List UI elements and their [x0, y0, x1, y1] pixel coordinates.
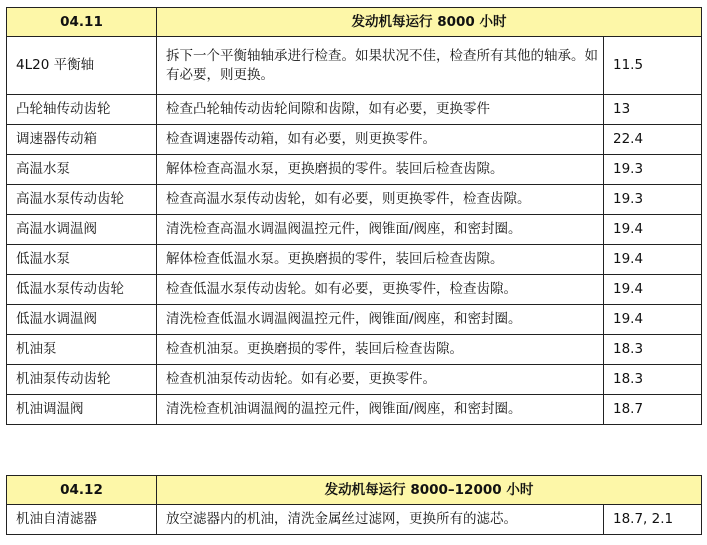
item-cell: 机油泵: [7, 335, 157, 365]
ref-cell: 19.4: [604, 215, 702, 245]
action-cell: 解体检查高温水泵，更换磨损的零件。装回后检查齿隙。: [157, 155, 604, 185]
item-cell: 低温水调温阀: [7, 305, 157, 335]
table-header: [7, 476, 702, 505]
item-cell: 凸轮轴传动齿轮: [7, 95, 157, 125]
ref-cell: 19.4: [604, 275, 702, 305]
ref-cell: 19.3: [604, 185, 702, 215]
action-cell: 放空滤器内的机油，清洗金属丝过滤网，更换所有的滤芯。: [157, 505, 604, 535]
action-cell: 解体检查低温水泵。更换磨损的零件，装回后检查齿隙。: [157, 245, 604, 275]
item-cell: 高温水泵传动齿轮: [7, 185, 157, 215]
section-code: 04.12: [7, 476, 157, 505]
ref-cell: 19.3: [604, 155, 702, 185]
ref-cell: 18.3: [604, 365, 702, 395]
action-cell: 清洗检查低温水调温阀温控元件，阀锥面/阀座，和密封圈。: [157, 305, 604, 335]
ref-cell: 19.4: [604, 245, 702, 275]
action-cell: 检查高温水泵传动齿轮，如有必要，则更换零件，检查齿隙。: [157, 185, 604, 215]
item-cell: 机油泵传动齿轮: [7, 365, 157, 395]
action-cell: 检查调速器传动箱，如有必要，则更换零件。: [157, 125, 604, 155]
ref-cell: 18.7, 2.1: [604, 505, 702, 535]
table-row: [7, 215, 702, 245]
table-row: [7, 275, 702, 305]
table-row: [7, 245, 702, 275]
item-cell: 机油自清滤器: [7, 505, 157, 535]
item-cell: 4L20 平衡轴: [7, 37, 157, 95]
ref-cell: 22.4: [604, 125, 702, 155]
action-cell: 检查机油泵传动齿轮。如有必要，更换零件。: [157, 365, 604, 395]
item-cell: 高温水泵: [7, 155, 157, 185]
table-row: [7, 95, 702, 125]
action-cell: 检查凸轮轴传动齿轮间隙和齿隙，如有必要，更换零件: [157, 95, 604, 125]
action-cell: 拆下一个平衡轴轴承进行检查。如果状况不佳，检查所有其他的轴承。如有必要，则更换。: [157, 37, 604, 95]
table-row: [7, 395, 702, 425]
item-cell: 机油调温阀: [7, 395, 157, 425]
maintenance-table-8000-12000h: [6, 475, 702, 535]
table-row: [7, 335, 702, 365]
action-cell: 清洗检查高温水调温阀温控元件，阀锥面/阀座，和密封圈。: [157, 215, 604, 245]
item-cell: 低温水泵传动齿轮: [7, 275, 157, 305]
item-cell: 高温水调温阀: [7, 215, 157, 245]
table-header: [7, 8, 702, 37]
table-row: [7, 185, 702, 215]
ref-cell: 13: [604, 95, 702, 125]
ref-cell: 18.3: [604, 335, 702, 365]
section-title: 发动机每运行 8000–12000 小时: [157, 476, 702, 505]
table-row: [7, 37, 702, 95]
ref-cell: 11.5: [604, 37, 702, 95]
maintenance-table-8000h: [6, 7, 702, 425]
item-cell: 调速器传动箱: [7, 125, 157, 155]
section-code: 04.11: [7, 8, 157, 37]
action-cell: 检查机油泵。更换磨损的零件，装回后检查齿隙。: [157, 335, 604, 365]
ref-cell: 18.7: [604, 395, 702, 425]
ref-cell: 19.4: [604, 305, 702, 335]
table-row: [7, 505, 702, 535]
action-cell: 清洗检查机油调温阀的温控元件，阀锥面/阀座，和密封圈。: [157, 395, 604, 425]
section-title: 发动机每运行 8000 小时: [157, 8, 702, 37]
table-row: [7, 125, 702, 155]
table-row: [7, 155, 702, 185]
action-cell: 检查低温水泵传动齿轮。如有必要，更换零件，检查齿隙。: [157, 275, 604, 305]
table-row: [7, 365, 702, 395]
item-cell: 低温水泵: [7, 245, 157, 275]
table-row: [7, 305, 702, 335]
